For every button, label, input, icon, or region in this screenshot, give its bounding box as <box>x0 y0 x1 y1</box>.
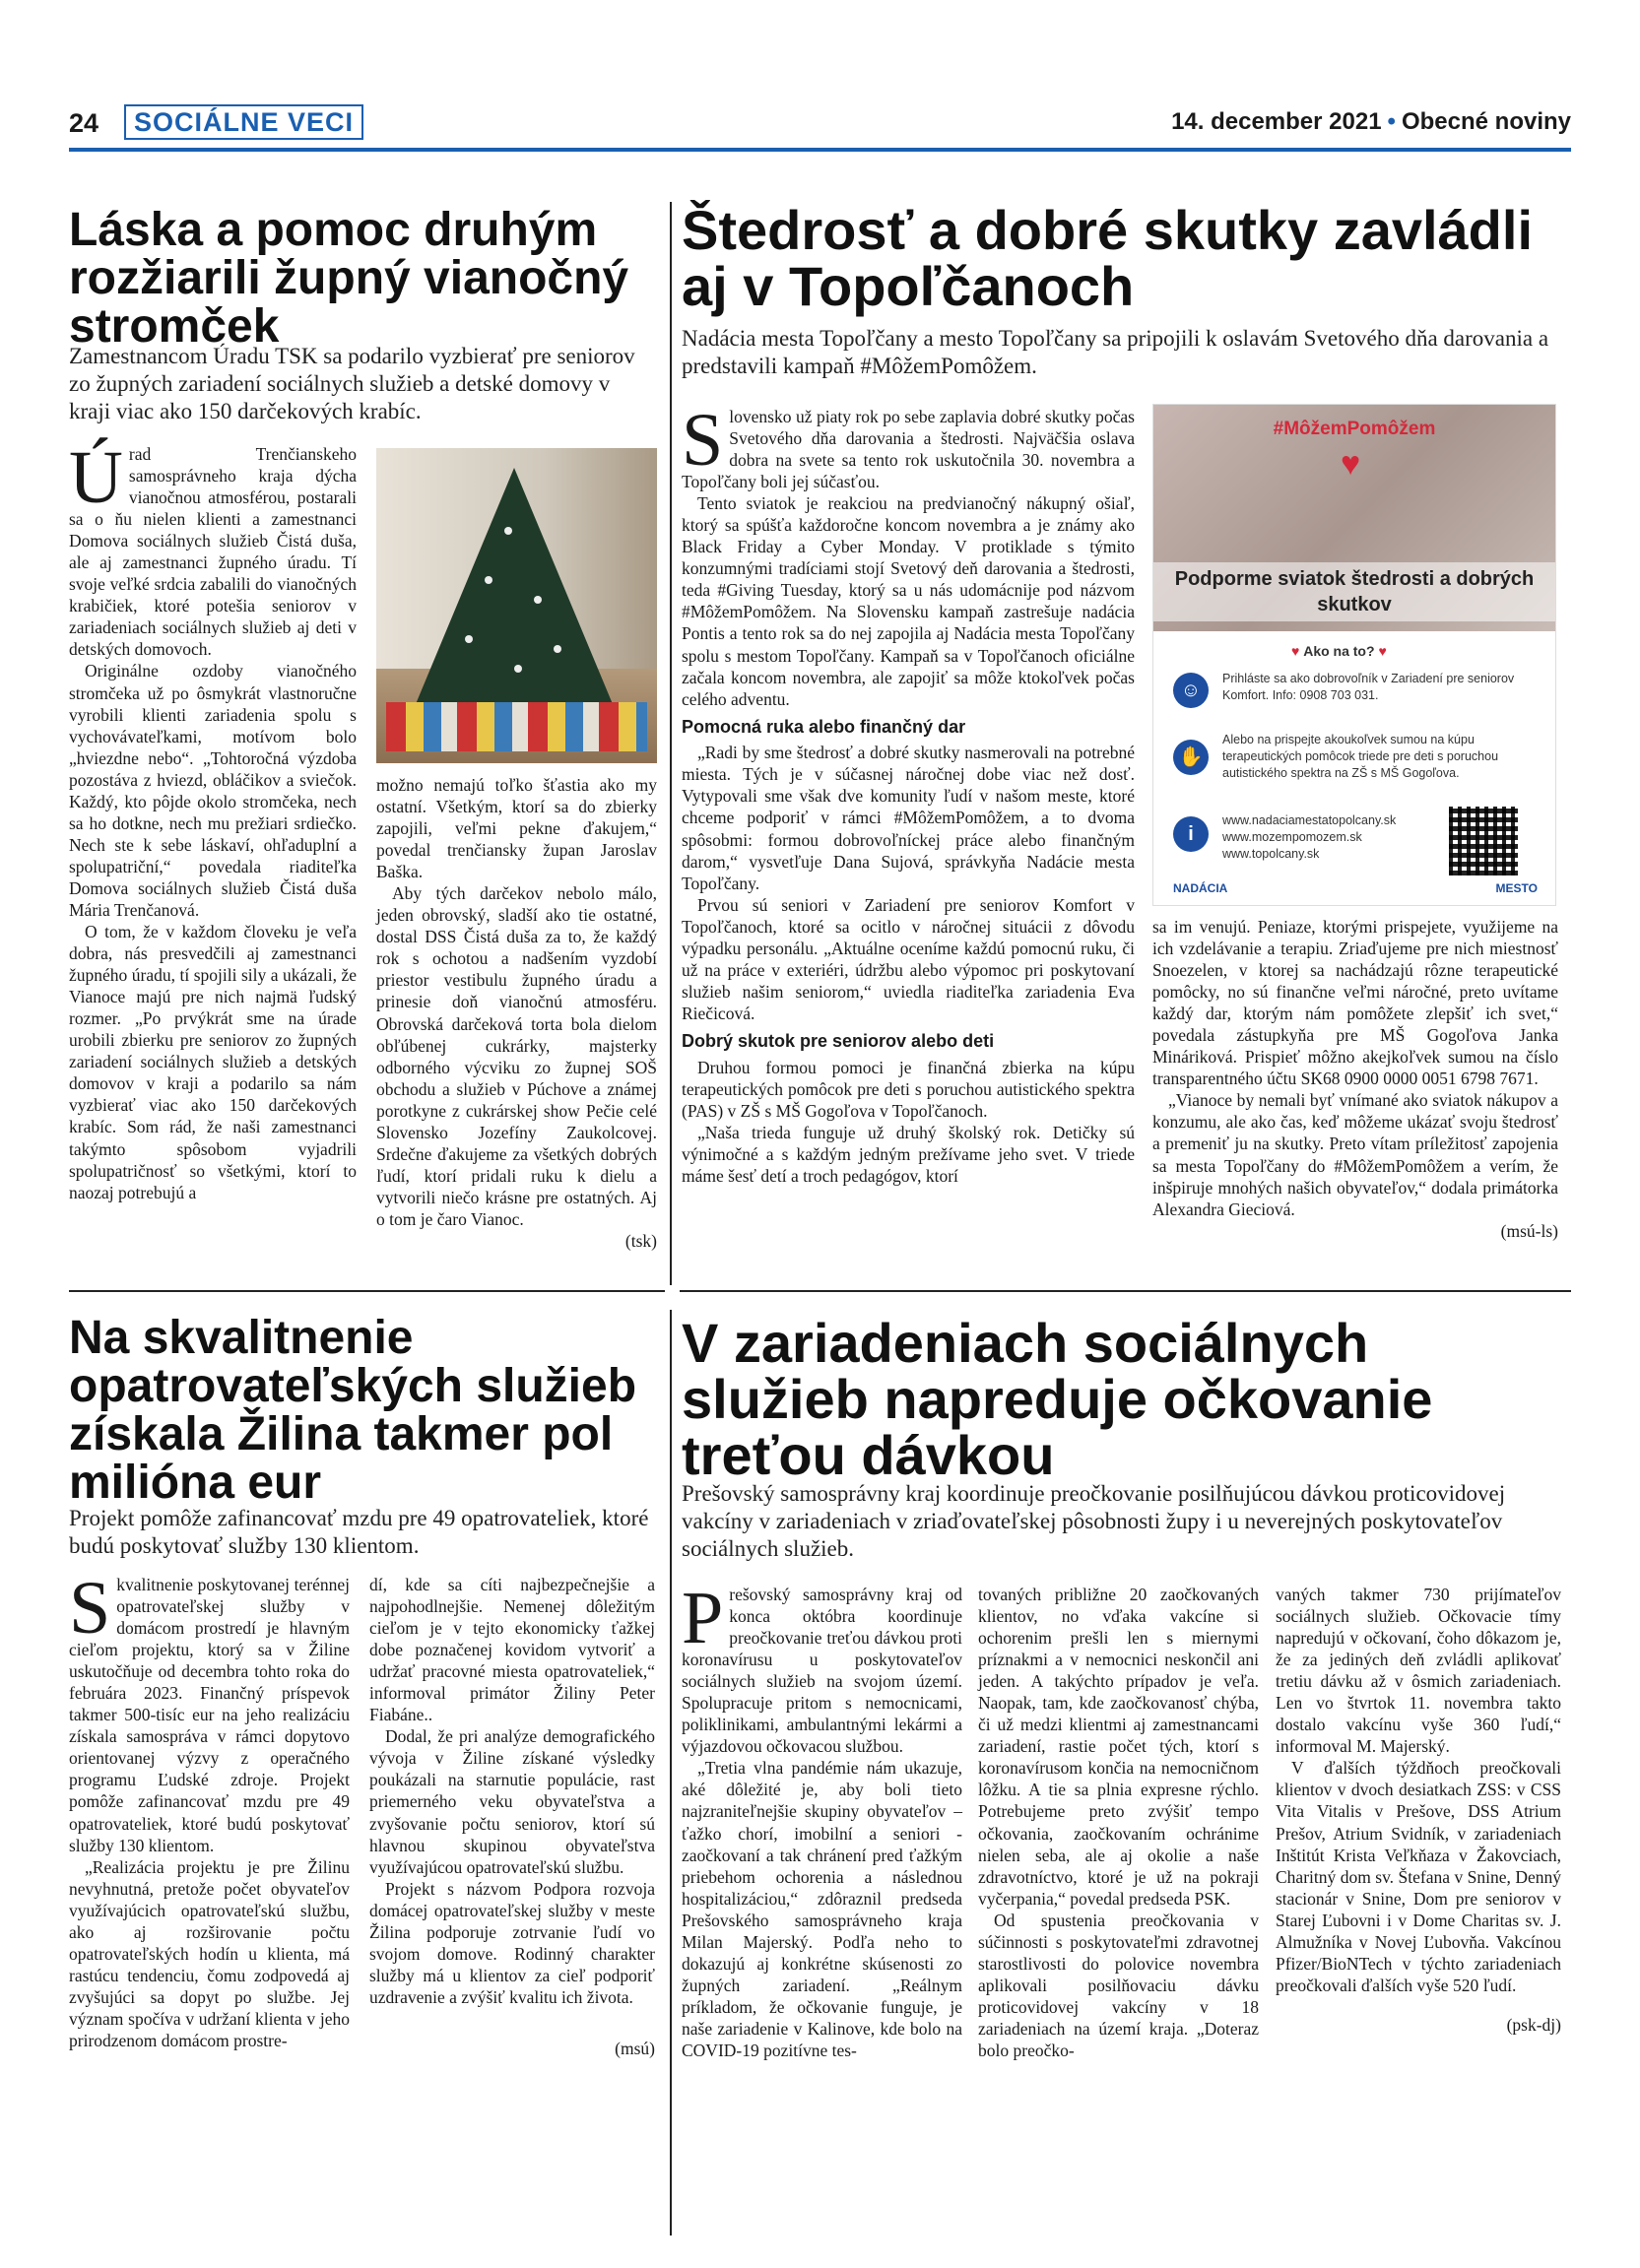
article3-column1 <box>69 1567 350 2051</box>
article4-paragraph: rešovský samosprávny kraj od konca októbra koordinuje preočkovanie treťou dávkou proti koronavírusu u poskytovateľov sociálnych služieb na svojom území. Spolupracuje pritom s nemocnicami, poliklinikami, ambulantnými lekármi a výjazdovou očkovacou službou. <box>682 1585 962 1757</box>
christmas-tree-photo <box>376 448 657 763</box>
article2-column2 <box>1152 916 1558 1242</box>
article2-column1 <box>682 399 1135 1187</box>
heart-icon: ♥ <box>1378 643 1387 659</box>
article2-subheading: Dobrý skutok pre seniorov alebo deti <box>682 1030 995 1051</box>
article4-dropcap: P <box>682 1577 724 1659</box>
article3-signature: (msú) <box>615 2038 655 2058</box>
article4-signature: (psk-dj) <box>1506 2014 1561 2035</box>
poster-question: ♥ Ako na to? ♥ <box>1291 643 1387 659</box>
article3-paragraph: Dodal, že pri analýze demografického vývoja v Žiline získané výsledky poukázali na starnutie populácie, rast priemerného veku obyvateľstva a zvyšovanie počtu seniorov, ktorí sú hlavnou skupinou obyvateľstva využívajúcou opatrovateľskú službu. <box>369 1726 655 1877</box>
header-rule <box>69 148 1571 152</box>
article1-title: Láska a pomoc druhým rozžiarili župný vianočný stromček <box>69 204 629 353</box>
article1-dropcap: Ú <box>69 436 123 519</box>
article1-paragraph: možno nemajú toľko šťastia ako my ostatní. Všetkým, ktorí sa do zbierky zapojili, veľmi pekne ďakujem,“ povedal trenčiansky župan Jaroslav Baška. <box>376 775 657 882</box>
article3-paragraph: Projekt s názvom Podpora rozvoja domácej opatrovateľskej služby v meste Žilina podporuje zotrvanie ľudí vo svojom domove. Rodinný charakter služby má u klientov za cieľ podporiť uzdravenie a zvýšiť kvalitu ich života. <box>369 1878 655 2007</box>
article3-paragraph: dí, kde sa cíti najbezpečnejšie a najpohodlnejšie. Nemenej dôležitým cieľom je v tejto ekonomicky ťažkej dobe poznačenej kovidom vytvoriť a udržať pracovné miesta opatrovateliek,“ informoval primátor Žiliny Peter Fiabáne.. <box>369 1575 655 1725</box>
people-icon: ☺ <box>1173 673 1209 708</box>
article1-paragraph: Aby tých darčekov nebolo málo, jeden obrovský, sladší ako tie ostatné, dostal DSS Čistá duša za to, že každý rok s ochotou a nadšením vyzdobí priestor vestibulu župného úradu a prinesie doň vianočnú atmosféru. Obrovská darčeková torta bola dielom obľúbenej cukrárky, majsterky odborného výcviku zo župnej SOŠ obchodu a služieb v Púchove a známej porotkyne z cukrárskej show Pečie celé Slovensko Jozefíny Zaukolcovej. Srdečne ďakujeme za všetkých dobrých ľudí, ktorí pridali ruku k dielu a vytvorili niečo krásne pre ostatných. Aj o tom je čaro Vianoc. <box>376 883 657 1229</box>
article2-paragraph: Druhou formou pomoci je finančná zbierka na kúpu terapeutických pomôcok pre deti s poruchou autistického spektra (PAS) v ZŠ s MŠ Gogoľova v Topoľčanoch. <box>682 1057 1135 1121</box>
mesto-logo: MESTO <box>1495 881 1538 895</box>
article2-signature: (msú-ls) <box>1500 1220 1558 1241</box>
article3-lead: Projekt pomôže zafinancovať mzdu pre 49 opatrovateliek, ktoré budú poskytovať služby 130 klientom. <box>69 1506 649 1559</box>
article4-title: V zariadeniach sociálnych služieb napreduje očkovanie treťou dávkou <box>682 1312 1433 1487</box>
article4-paragraph: tovaných približne 20 zaočkovaných klientov, no vďaka vakcíne si ochorenim prešli len s miernymi príznakmi a v nemocnici neskončil ani jeden. A takýchto prípadov je veľa. Naopak, tam, kde zaočkovanosť chýba, či už medzi klientmi aj zamestnancami zariadení, rastie počet tých, ktorí s koronavírusom končia na nemocničnom lôžku. A tie sa plnia expresne rýchlo. Potrebujeme preto zvýšiť tempo očkovania, zaočkovaním ochránime nielen seba, ale aj okolie a naše zdravotníctvo, ktoré je už na pokraji vyčerpania,“ povedal predseda PSK. <box>978 1585 1259 1909</box>
article3-dropcap: S <box>69 1567 111 1650</box>
article4-column1 <box>682 1577 962 2061</box>
article4-paragraph: Od spustenia preočkovania v súčinnosti s poskytovateľmi zdravotnej starostlivosti do polovice novembra aplikovali posilňovaciu dávku proticovidovej vakcíny v 18 zariadeniach na území kraja. „Doteraz bolo preočko- <box>978 1910 1259 2060</box>
article3-title: Na skvalitnenie opatrovateľských služieb získala Žilina takmer pol milióna eur <box>69 1312 637 1509</box>
issue-date: 14. december 2021 <box>1171 108 1382 135</box>
article2-paragraph: lovensko už piaty rok po sebe zaplavia dobré skutky počas Svetového dňa darovania a štedrosti. Najväčšia oslava dobra na svete sa tento rok uskutočnila 30. novembra a Topoľčany boli jej súčasťou. <box>682 407 1135 492</box>
nadacia-logo: NADÁCIA <box>1173 881 1228 895</box>
header-dateline <box>1171 108 1571 136</box>
column-divider <box>670 1310 672 2236</box>
article2-paragraph: sa im venujú. Peniaze, ktorými prispejete, využijeme na ich vzdelávanie a terapiu. Zriaďujeme pre nich miestnosť Snoezelen, v ktorej sa nachádzajú rôzne terapeutické pomôcky, no sú finančne veľmi náročné, preto uvítame každý dar, ktorým nám pomôžete zlepšiť ich svet,“ povedala zástupkyňa pre MŠ Gogoľova Janka Mináriková. Prispieť môžno akejkoľvek sumou na číslo transparentného účtu SK68 0900 0000 0051 6798 7671. <box>1152 917 1558 1089</box>
article3-column2 <box>369 1574 655 2059</box>
article2-dropcap: S <box>682 399 724 482</box>
article4-paragraph: vaných takmer 730 prijímateľov sociálnych služieb. Očkovacie tímy napredujú v očkovaní, čoho dôkazom je, že za jediných deň zvládli aplikovať tretiu dávku až v ôsmich zariadeniach. Len vo štvrtok 11. novembra takto dostalo vakcínu vyše 360 ľudí,“ informoval M. Majerský. <box>1276 1585 1561 1757</box>
heart-icon: ♥ <box>1341 446 1361 483</box>
article2-subheading: Pomocná ruka alebo finančný dar <box>682 716 966 737</box>
page-number: 24 <box>69 108 99 138</box>
article4-paragraph: V ďalších týždňoch preočkovali klientov v dvoch desiatkach ZSS: v CSS Vita Vitalis v Prešove, DSS Atrium Prešov, Atrium Svidník, v zariadeniach Inštitút Krista Veľkňaza v Žakovciach, Charitný dom sv. Štefana v Snine, Denný stacionár v Snine, Dom pre seniorov v Starej Ľubovni i v Dome Charitas sv. J. Almužníka v Novej Ľubovňa. Vakcínou Pfizer/BioNTech v týchto zariadeniach preočkovali ďalších vyše 520 ľudí. <box>1276 1758 1561 1995</box>
publication-name: Obecné noviny <box>1401 108 1571 135</box>
article3-paragraph: „Realizácia projektu je pre Žilinu nevyhnutná, pretože počet obyvateľov využívajúcich opatrovateľskú službu, ako aj rozširovanie počtu opatrovateľských hodín u klienta, má rastúcu tendenciu, čomu zodpovedá aj zvyšujúci sa dopyt po službe. Jej význam spočíva v udržaní klienta v jeho prirodzenom domácom prostre- <box>69 1856 350 2050</box>
article4-paragraph: „Tretia vlna pandémie nám ukazuje, aké dôležité je, aby boli tieto najzraniteľnejšie skupiny obyvateľov – ťažko chorí, imobilní a seniori - zaočkovaní a tak chránení pred ťažkým priebehom ochorenia a následnou hospitalizáciou,“ zdôraznil predseda Prešovského samosprávneho kraja Milan Majerský. Podľa neho to dokazujú aj konkrétne skúsenosti zo župných zariadení. „Reálnym príkladom, že očkovanie funguje, je naše zariadenie v Kalinove, kde bolo na COVID-19 pozitívne tes- <box>682 1758 962 2060</box>
poster-item3: www.nadaciamestatopolcany.sk www.mozempomozem.sk www.topolcany.sk <box>1222 813 1397 861</box>
article2-lead: Nadácia mesta Topoľčany a mesto Topoľčany sa pripojili k oslavám Svetového dňa darovania a predstavili kampaň #MôžemPomôžem. <box>682 326 1549 379</box>
article1-column1 <box>69 436 357 1203</box>
poster-item2: Alebo na prispejte akoukoľvek sumou na kúpu terapeutických pomôcok triede pre deti s poruchou autistického spektra na ZŠ s MŠ Gogoľova. <box>1222 733 1499 780</box>
article1-paragraph: Originálne ozdoby vianočného stromčeka už po ôsmykrát vlastnoručne vyrobili klienti zariadenia spolu s vychovávateľkami, motívom bolo „hviezdne nebo“. „Tohtoročná výzdoba pozostáva z hviezd, obláčikov a sviečok. Každý, kto pôjde okolo stromčeka, nech sa ho dotkne, nech mu prežiari srdiečko. Nech ste k sebe láskaví, ohľaduplní a spolupatriční,“ povedala riaditeľka Domova sociálnych služieb Čistá duša Mária Trenčanová. <box>69 661 357 920</box>
info-icon: i <box>1173 816 1209 852</box>
article2-paragraph: Prvou sú seniori v Zariadení pre seniorov Komfort v Topoľčanoch, ktoré sa ocitlo v náročnej situácii z dôvodu výpadku personálu. „Aktuálne oceníme každú pomocnú ruku, či už na práce v exteriéri, údržbu alebo výpomoc pri poskytovaní služieb našim seniorom,“ uviedla riaditeľka zariadenia Eva Riečicová. <box>682 894 1135 1023</box>
article4-column3 <box>1276 1584 1561 2036</box>
article1-lead: Zamestnancom Úradu TSK sa podarilo vyzbierať pre seniorov zo župných zariadení sociálnych služieb a detské domovy v kraji viac ako 150 darčekových krabíc. <box>69 344 635 424</box>
heart-icon: ♥ <box>1291 643 1300 659</box>
section-divider <box>69 1290 665 1292</box>
column-divider <box>670 202 672 1285</box>
article2-paragraph: Tento sviatok je reakciou na predvianočný nákupný ošiaľ, ktorý sa spúšťa každoročne koncom novembra a je známy ako Black Friday a Cyber Monday. V protiklade s týmito konzumnými tradíciami stojí Svetový deň darovania a štedrosti, teda #Giving Tuesday, ktorý sa u nás udomácnije pod názvom #MôžemPomôžem. Na Slovensku kampaň zastrešuje nadácia Pontis a tento rok sa do nej zapojila aj Nadácia mesta Topoľčany spolu s mestom Topoľčany. Kampaň sa v Topoľčanoch oficiálne začala koncom novembra, ale zapojiť sa môže ktokoľvek počas celého adventu. <box>682 493 1135 709</box>
article1-paragraph: rad Trenčianskeho samosprávneho kraja dýcha vianočnou atmosférou, postarali sa o ňu nielen klienti a zamestnanci Domova sociálnych služieb Čistá duša, ale aj zamestnanci župného úradu. Tí svoje veľké srdcia zabalili do vianočných krabičiek, ktoré potešia seniorov v zariadeniach sociálnych služieb aj deti v detských domovoch. <box>69 444 357 660</box>
article1-signature: (tsk) <box>624 1230 657 1251</box>
article4-column2 <box>978 1584 1259 2061</box>
article2-paragraph: „Naša trieda funguje už druhý školský rok. Detičky sú výnimočné a s každým jedným prežívame jeho svet. V triede máme šesť detí a troch pedagógov, ktorí <box>682 1122 1135 1186</box>
article1-column2 <box>376 774 657 1252</box>
qr-code <box>1449 807 1518 875</box>
article1-paragraph: O tom, že v každom človeku je veľa dobra, nás presvedčili aj zamestnanci župného úradu, tí spojili sily a ukázali, že Vianoce majú pre nich najmä ľudský rozmer. „Po prvýkrát sme na úrade urobili zbierku pre seniorov zo župných zariadení sociálnych služieb a detských domovov v kraji a podarilo sa nám vyzbierať viac ako 150 darčekových krabíc. Som rád, že naši zamestnanci takýmto spôsobom vyjadrili spolupatričnosť so všetkými, ktorí to naozaj potrebujú a <box>69 922 357 1202</box>
poster-hashtag: #MôžemPomôžem <box>1273 419 1436 439</box>
article2-paragraph: „Radi by sme štedrosť a dobré skutky nasmerovali na potrebné miesta. Tých je v súčasnej náročnej dobe viac než dosť. Vytypovali sme však dve komunity ľudí v našom meste, ktoré chceme podporiť v rámci #MôžemPomôžem, a to dvoma spôsobmi: formou dobrovoľníckej práce alebo finančným darom,“ vysvetľuje Dana Sujová, správkyňa Nadácie mesta Topoľčany. <box>682 743 1135 893</box>
section-label: SOCIÁLNE VECI <box>124 104 363 140</box>
hands-icon: ✋ <box>1173 740 1209 775</box>
article2-title: Štedrosť a dobré skutky zavládli aj v Topoľčanoch <box>682 199 1534 318</box>
section-divider <box>680 1290 1571 1292</box>
campaign-poster <box>1152 404 1556 906</box>
article2-paragraph: „Vianoce by nemali byť vnímané ako sviatok nákupov a konzumu, ale ako čas, keď môžeme ukázať svoju štedrosť a premeniť ju na skutky. Preto vítam príležitosť zapojenia sa mesta Topoľčany do #MôžemPomôžem a verím, že inšpiruje mnohých našich obyvateľov,“ dodala primátorka Alexandra Gieciová. <box>1152 1090 1558 1219</box>
poster-tagline: Podporme sviatok štedrosti a dobrých skutkov <box>1153 562 1555 621</box>
article4-lead: Prešovský samosprávny kraj koordinuje preočkovanie posilňujúcou dávkou proticovidovej vakcíny v zariadeniach v zriaďovateľskej pôsobnosti župy i u neverejných poskytovateľov sociálnych služieb. <box>682 1481 1506 1562</box>
separator-dot: • <box>1387 108 1396 135</box>
article3-paragraph: kvalitnenie poskytovanej terénnej opatrovateľskej služby v domácom prostredí je hlavným cieľom projektu, ktorý sa v Žiline uskutočňuje od decembra tohto roka do februára 2023. Finančný príspevok takmer 500-tisíc eur na jeho realizáciu získala samospráva v rámci dopytovo orientovanej výzvy z operačného programu Ľudské zdroje. Projekt pomôže zafinancovať mzdu pre 49 opatrovateliek, ktoré budú poskytovať služby 130 klientom. <box>69 1575 350 1855</box>
poster-item1: Prihláste sa ako dobrovoľník v Zariadení pre seniorov Komfort. Info: 0908 703 031. <box>1222 672 1515 702</box>
